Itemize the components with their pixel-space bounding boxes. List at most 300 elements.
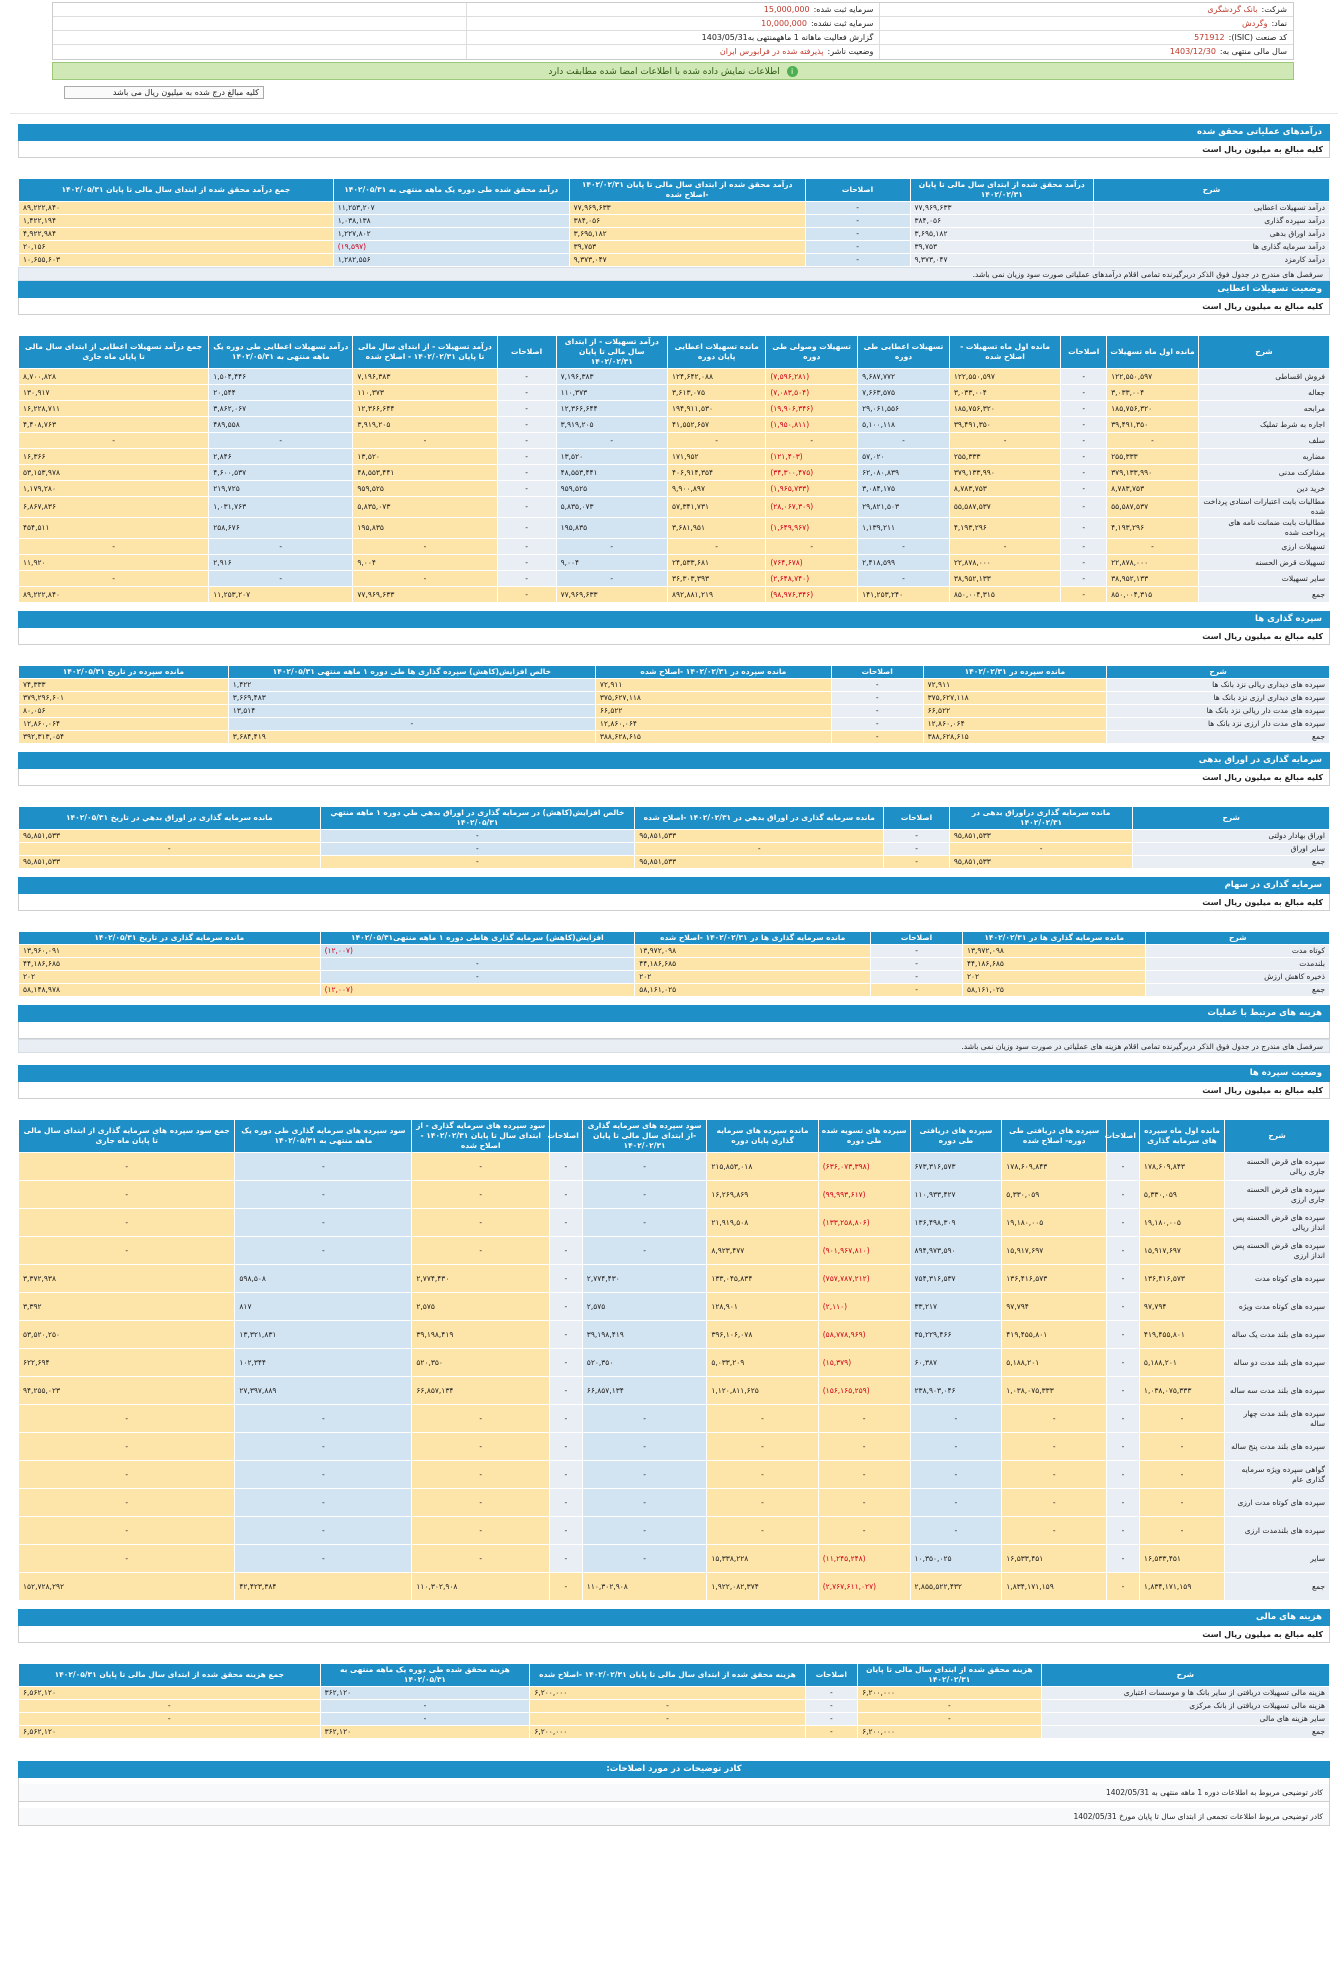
table-row — [19, 1181, 1330, 1209]
table-cell: ۶,۵۶۲,۱۲۰ — [19, 1726, 321, 1739]
header-cell — [466, 45, 880, 59]
table-row — [19, 518, 1330, 539]
table-cell: ۱۶,۲۲۸,۷۱۱ — [19, 401, 209, 417]
table-cell: ۴۴,۱۸۶,۶۸۵ — [635, 958, 871, 971]
table-cell: ۱۰,۳۵۰,۰۲۵ — [910, 1545, 1002, 1573]
table-row — [19, 1489, 1330, 1517]
table-cell: ۸۹۴,۹۷۳,۵۹۰ — [910, 1237, 1002, 1265]
table-cell: - — [805, 1687, 857, 1700]
row-label: خرید دین — [1198, 481, 1329, 497]
table-cell: ۴,۴۰۸,۷۶۳ — [19, 417, 209, 433]
table-cell: ۷۲,۹۱۱ — [595, 679, 831, 692]
row-label: جمع — [1146, 984, 1330, 997]
table-cell: - — [497, 587, 556, 603]
table-row — [19, 401, 1330, 417]
column-header: جمع هزینه محقق شده از ابتدای سال مالی تا پایان ۱۴۰۲/۰۵/۳۱ — [19, 1664, 321, 1687]
row-label: سایر اوراق — [1133, 843, 1330, 856]
table-cell: - — [1061, 417, 1107, 433]
table-cell: - — [497, 497, 556, 518]
table-cell: ۷,۱۹۶,۳۸۳ — [353, 369, 497, 385]
table-cell: - — [1061, 539, 1107, 555]
row-label: سپرده های قرض الحسنه پس انداز ریالی — [1225, 1209, 1330, 1237]
table-cell: - — [1107, 1461, 1140, 1489]
table-cell: - — [550, 1489, 583, 1517]
table-cell: ۱۹۵,۸۳۵ — [556, 518, 667, 539]
table-cell: ۱۳۶,۴۱۶,۵۷۳ — [1002, 1265, 1107, 1293]
table-cell: ۱۳,۹۷۲,۰۹۸ — [635, 945, 871, 958]
table-cell: - — [19, 1517, 235, 1545]
table-cell: ۳,۳۹۲ — [19, 1293, 235, 1321]
table-cell: ۱۳۳,۰۴۵,۸۳۴ — [707, 1265, 818, 1293]
table-deposits-status — [18, 1119, 1330, 1601]
table-cell: (۷,۰۸۳,۵۰۴) — [766, 385, 858, 401]
table-cell: (۹۸,۹۷۶,۳۴۶) — [766, 587, 858, 603]
table-cell: ۲۰۲ — [635, 971, 871, 984]
table-row — [19, 984, 1330, 997]
table-cell: - — [320, 843, 635, 856]
table-cell: ۳,۰۸۴,۱۷۵ — [858, 481, 950, 497]
header-row — [53, 31, 1293, 45]
table-cell: - — [858, 539, 950, 555]
table-cell: - — [805, 1713, 857, 1726]
table-cell: (۲,۷۶۷,۶۱۱,۰۲۷) — [818, 1573, 910, 1601]
table-cell: - — [1061, 571, 1107, 587]
table-cell: ۵۷,۳۴۱,۷۳۱ — [668, 497, 766, 518]
table-cell: - — [884, 856, 950, 869]
table-cell: ۱۳,۳۲۱,۸۳۱ — [235, 1321, 412, 1349]
table-cell: ۳,۶۸۴,۴۱۹ — [228, 731, 595, 744]
table-row — [19, 571, 1330, 587]
column-header: شرح — [1225, 1120, 1330, 1153]
table-cell: - — [949, 539, 1060, 555]
table-row — [19, 679, 1330, 692]
check-icon: i — [787, 66, 798, 77]
comment-row-period: کادر توضیحی مربوط به اطلاعات دوره 1 ماهه منتهی به 1402/05/31 — [18, 1784, 1330, 1802]
table-cell: ۵,۳۳۰,۰۵۹ — [1139, 1181, 1224, 1209]
section-title-loans: وضعیت تسهیلات اعطایی — [18, 281, 1330, 298]
table-cell: - — [582, 1153, 707, 1181]
table-cell: ۱۱,۹۲۰ — [19, 555, 209, 571]
table-cell: - — [818, 1461, 910, 1489]
table-cell: - — [19, 1237, 235, 1265]
column-header: مانده تسهیلات اعطایی پایان دوره — [668, 336, 766, 369]
column-header: اصلاحات — [550, 1120, 583, 1153]
table-cell: ۱۵,۹۱۷,۶۹۷ — [1139, 1237, 1224, 1265]
row-label: سپرده های قرض الحسنه جاری ریالی — [1225, 1153, 1330, 1181]
row-label: مضاربه — [1198, 449, 1329, 465]
table-cell: ۴۱۹,۴۵۵,۸۰۱ — [1139, 1321, 1224, 1349]
table-cell: ۱,۲۲۷,۸۰۲ — [333, 228, 569, 241]
table-cell: - — [550, 1377, 583, 1405]
table-cell: - — [550, 1209, 583, 1237]
comment-row-cumulative: کادر توضیحی مربوط اطلاعات تجمعی از ابتدای سال تا پایان مورخ 1402/05/31 — [18, 1808, 1330, 1826]
table-cell: - — [635, 843, 884, 856]
table-cell: - — [550, 1517, 583, 1545]
table-cell: ۳۹,۱۹۸,۴۱۹ — [582, 1321, 707, 1349]
table-row — [19, 1265, 1330, 1293]
table-cell: ۱,۱۳۹,۲۱۱ — [858, 518, 950, 539]
column-header: خالص افزایش(کاهش) در سرمایه گذاری در اوراق بدهي طي دوره ۱ ماهه منتهي ۱۴۰۲/۰۵/۳۱ — [320, 807, 635, 830]
table-cell: ۳۸,۹۵۲,۱۳۳ — [1107, 571, 1199, 587]
table-cell: - — [412, 1461, 550, 1489]
table-cell: ۳۹,۴۹۱,۳۵۰ — [1107, 417, 1199, 433]
table-cell: (۹۰۱,۹۶۷,۸۱۰) — [818, 1237, 910, 1265]
table-cell: - — [1061, 385, 1107, 401]
table-cell: ۲۵۵,۳۳۳ — [1107, 449, 1199, 465]
table-cell: - — [497, 465, 556, 481]
column-header: شرح — [1133, 807, 1330, 830]
table-cell: ۱۲,۳۶۶,۶۴۴ — [353, 401, 497, 417]
table-cell: ۸۹,۲۲۲,۸۴۰ — [19, 202, 334, 215]
header-row — [53, 3, 1293, 17]
table-cell: - — [707, 1461, 818, 1489]
table-row — [19, 843, 1330, 856]
table-cell: ۱۳,۵۱۴ — [228, 705, 595, 718]
table-cell: - — [818, 1489, 910, 1517]
table-cell: ۱,۰۳۸,۰۷۵,۳۳۳ — [1139, 1377, 1224, 1405]
table-cell: - — [550, 1265, 583, 1293]
table-cell: - — [235, 1405, 412, 1433]
table-cell: ۴,۱۹۳,۲۹۶ — [1107, 518, 1199, 539]
header-cell — [879, 17, 1293, 30]
row-label: جعاله — [1198, 385, 1329, 401]
column-header: سپرده های دریافتی طی دوره — [910, 1120, 1002, 1153]
table-cell: - — [910, 1433, 1002, 1461]
column-header: مانده سرمایه گذاری ها در ۱۴۰۲/۰۲/۳۱ — [962, 932, 1146, 945]
table-row — [19, 539, 1330, 555]
column-header: اصلاحات — [831, 666, 923, 679]
table-cell: ۲۴,۵۳۳,۶۸۱ — [668, 555, 766, 571]
table-footnote: سرفصل های مندرج در جدول فوق الذکر دربرگیرنده تمامی اقلام درآمدهای عملیاتی صورت سود وزیان نمی باشد. — [18, 267, 1330, 281]
table-cell: - — [818, 1405, 910, 1433]
table-cell: - — [412, 1153, 550, 1181]
table-cell: ۳,۹۱۹,۲۰۵ — [353, 417, 497, 433]
table-cell: ۴۱۹,۴۵۵,۸۰۱ — [1002, 1321, 1107, 1349]
table-cell: ۱۶,۵۳۳,۴۵۱ — [1002, 1545, 1107, 1573]
table-cell: - — [1139, 1405, 1224, 1433]
table-cell: ۱۱,۲۵۳,۲۰۷ — [333, 202, 569, 215]
table-cell: ۱,۹۲۲,۰۸۲,۳۷۴ — [707, 1573, 818, 1601]
table-cell: - — [910, 1461, 1002, 1489]
column-header: شرح — [1146, 932, 1330, 945]
table-cell: ۲۲,۸۷۸,۰۰۰ — [1107, 555, 1199, 571]
section-title-operating-expenses: هزینه های مرتبط با عملیات — [18, 1005, 1330, 1022]
table-cell: - — [1061, 401, 1107, 417]
column-header: اصلاحات — [884, 807, 950, 830]
table-cell: - — [668, 433, 766, 449]
table-cell: ۲,۴۱۸,۵۹۹ — [858, 555, 950, 571]
table-cell: - — [497, 555, 556, 571]
table-cell: ۲,۷۷۴,۴۳۰ — [412, 1265, 550, 1293]
table-cell: ۱۲,۳۶۶,۶۴۴ — [556, 401, 667, 417]
table-cell: ۱۹۵,۸۳۵ — [353, 518, 497, 539]
table-cell: - — [668, 539, 766, 555]
table-cell: ۹,۳۷۳,۰۴۷ — [910, 254, 1094, 267]
table-row — [19, 971, 1330, 984]
header-cell — [53, 17, 466, 30]
table-cell: - — [1107, 1545, 1140, 1573]
row-label: سپرده های قرض الحسنه جاری ارزی — [1225, 1181, 1330, 1209]
table-cell: ۱۳,۹۷۲,۰۹۸ — [962, 945, 1146, 958]
header-row — [53, 45, 1293, 59]
table-cell: - — [19, 539, 209, 555]
table-cell: - — [805, 241, 910, 254]
table-cell: - — [1107, 1573, 1140, 1601]
table-cell: - — [550, 1237, 583, 1265]
table-cell: ۶,۲۰۰,۰۰۰ — [530, 1726, 805, 1739]
row-label: جمع — [1041, 1726, 1329, 1739]
table-cell: ۱۳,۵۲۰ — [353, 449, 497, 465]
header-cell — [466, 17, 880, 30]
table-cell: ۳۳,۲۱۷ — [910, 1293, 1002, 1321]
table-cell: ۱۶,۵۳۳,۴۵۱ — [1139, 1545, 1224, 1573]
header-row — [53, 17, 1293, 31]
table-cell: - — [530, 1700, 805, 1713]
table-cell: ۲۵۸,۶۷۶ — [209, 518, 353, 539]
header-key: سرمایه ثبت شده: — [813, 5, 874, 14]
table-cell: - — [320, 958, 635, 971]
table-cell: ۱۶,۲۶۹,۸۶۹ — [707, 1181, 818, 1209]
table-cell: ۷۷,۹۶۹,۶۳۳ — [353, 587, 497, 603]
table-cell: ۵۳,۵۲۰,۲۵۰ — [19, 1321, 235, 1349]
table-cell: - — [831, 692, 923, 705]
header-cell — [879, 45, 1293, 59]
row-label: سلف — [1198, 433, 1329, 449]
table-cell: (۱۲۱,۴۰۳) — [766, 449, 858, 465]
table-cell: ۶۶,۵۲۲ — [595, 705, 831, 718]
header-key: وضعیت ناشر: — [827, 47, 874, 56]
table-cell: - — [1002, 1517, 1107, 1545]
section-units: کلیه مبالغ به میلیون ریال است — [18, 141, 1330, 158]
table-cell: ۳,۹۱۹,۲۰۵ — [556, 417, 667, 433]
table-cell: - — [1002, 1461, 1107, 1489]
table-row — [19, 1573, 1330, 1601]
table-cell: - — [19, 1181, 235, 1209]
section-units: کلیه مبالغ به میلیون ریال است — [18, 769, 1330, 786]
table-cell: ۷۷,۹۶۹,۶۳۳ — [569, 202, 805, 215]
table-cell: ۲۹,۰۶۱,۵۵۶ — [858, 401, 950, 417]
table-cell: ۵۸,۱۶۱,۰۲۵ — [962, 984, 1146, 997]
table-cell: - — [805, 228, 910, 241]
table-cell: (۱۵۶,۱۶۵,۲۵۹) — [818, 1377, 910, 1405]
table-cell: - — [556, 433, 667, 449]
table-cell: - — [412, 1237, 550, 1265]
table-cell: ۲۹,۸۲۱,۵۰۳ — [858, 497, 950, 518]
table-cell: ۱۵۲,۷۲۸,۲۹۲ — [19, 1573, 235, 1601]
table-cell: ۱۹,۱۸۰,۰۰۵ — [1139, 1209, 1224, 1237]
table-cell: - — [412, 1181, 550, 1209]
table-cell: ۹۵,۸۵۱,۵۳۳ — [635, 856, 884, 869]
table-cell: - — [1107, 539, 1199, 555]
column-header: سپرده های تسویه شده طی دوره — [818, 1120, 910, 1153]
table-cell: ۲۰۲ — [962, 971, 1146, 984]
section-units: کلیه مبالغ به میلیون ریال است — [18, 894, 1330, 911]
table-row — [19, 692, 1330, 705]
table-cell: - — [1107, 1321, 1140, 1349]
table-row — [19, 215, 1330, 228]
table-cell: - — [497, 571, 556, 587]
table-cell: ۵۹۸,۵۰۸ — [235, 1265, 412, 1293]
table-cell: - — [412, 1545, 550, 1573]
column-header: هزینه محقق شده از ابتدای سال مالی تا پایان ۱۴۰۲/۰۲/۳۱ — [858, 1664, 1042, 1687]
table-cell: - — [209, 571, 353, 587]
table-cell: - — [1061, 481, 1107, 497]
table-cell: - — [497, 481, 556, 497]
table-cell: ۳۶۲,۱۲۰ — [320, 1687, 530, 1700]
table-cell: ۸۱۷ — [235, 1293, 412, 1321]
table-cell: (۱۹,۵۹۷) — [333, 241, 569, 254]
table-cell: ۴۰۶,۹۱۴,۳۵۴ — [668, 465, 766, 481]
table-cell: ۲۱,۹۱۹,۵۰۸ — [707, 1209, 818, 1237]
table-cell: - — [871, 958, 963, 971]
table-cell: ۹۵۹,۵۲۵ — [556, 481, 667, 497]
column-header: مانده سرمایه گذاری در تاریخ ۱۴۰۲/۰۵/۳۱ — [19, 932, 321, 945]
comments-title: کادر توضیحات در مورد اصلاحات: — [18, 1761, 1330, 1778]
table-cell: - — [1107, 1237, 1140, 1265]
table-cell: ۴۸,۵۵۳,۴۴۱ — [353, 465, 497, 481]
table-cell: ۱,۴۲۲,۱۹۴ — [19, 215, 334, 228]
table-cell: ۲۳۸,۹۰۳,۰۴۶ — [910, 1377, 1002, 1405]
table-cell: - — [831, 679, 923, 692]
table-row — [19, 1377, 1330, 1405]
column-header: مانده سرمایه گذاری دراوراق بدهی در ۱۴۰۲/۰۲/۳۱ — [949, 807, 1133, 830]
table-cell: - — [707, 1405, 818, 1433]
table-row — [19, 417, 1330, 433]
table-cell: - — [497, 369, 556, 385]
table-cell: ۹۵,۸۵۱,۵۳۳ — [19, 856, 321, 869]
table-cell: ۷۷,۹۶۹,۶۳۳ — [910, 202, 1094, 215]
header-value: وگردش — [1242, 19, 1268, 28]
table-cell: - — [530, 1713, 805, 1726]
table-row — [19, 1293, 1330, 1321]
column-header: اصلاحات — [1061, 336, 1107, 369]
table-cell: - — [550, 1405, 583, 1433]
table-row — [19, 856, 1330, 869]
table-cell: - — [1002, 1489, 1107, 1517]
table-cell: - — [805, 1700, 857, 1713]
table-cell: ۳۷۵,۶۲۷,۱۱۸ — [595, 692, 831, 705]
table-cell: (۱,۹۶۵,۷۳۳) — [766, 481, 858, 497]
divider — [10, 113, 1338, 114]
table-cell: (۱۵,۳۷۹) — [818, 1349, 910, 1377]
header-key: سرمایه ثبت نشده: — [810, 19, 874, 28]
row-label: هزینه مالی تسهیلات دریافتی از سایر بانک ها و موسسات اعتباری — [1041, 1687, 1329, 1700]
table-row — [19, 1713, 1330, 1726]
table-cell: ۱۲۲,۵۵۰,۵۹۷ — [1107, 369, 1199, 385]
table-cell: - — [1107, 1377, 1140, 1405]
table-cell: ۶۷۳,۳۱۶,۵۷۳ — [910, 1153, 1002, 1181]
table-cell: ۱۴۱,۲۵۳,۲۴۰ — [858, 587, 950, 603]
column-header: سود سپرده های سرمایه گذاری - از ابتدای سال تا پایان ۱۴۰۲/۰۲/۳۱ - اصلاح شده — [412, 1120, 550, 1153]
table-cell: ۳۹۶,۱۰۶,۰۷۸ — [707, 1321, 818, 1349]
table-cell: - — [497, 518, 556, 539]
table-cell: ۱۳,۵۲۰ — [556, 449, 667, 465]
table-cell: ۱۰۲,۳۴۴ — [235, 1349, 412, 1377]
table-cell: - — [320, 1700, 530, 1713]
table-row — [19, 254, 1330, 267]
table-cell: ۵,۱۸۸,۲۰۱ — [1002, 1349, 1107, 1377]
table-cell: ۲,۷۷۴,۴۳۰ — [582, 1265, 707, 1293]
table-row — [19, 465, 1330, 481]
table-cell: - — [1107, 1517, 1140, 1545]
table-equity-investments — [18, 931, 1330, 997]
table-cell: ۱,۵۰۴,۴۴۶ — [209, 369, 353, 385]
table-row — [19, 1433, 1330, 1461]
column-header: جمع درآمد تسهیلات اعطایی از ابتدای سال مالی تا پایان ماه جاری — [19, 336, 209, 369]
table-cell: ۵,۸۳۵,۰۷۳ — [353, 497, 497, 518]
table-cell: ۵۳,۱۵۳,۹۷۸ — [19, 465, 209, 481]
table-cell: - — [1002, 1405, 1107, 1433]
table-cell: ۳,۰۳۳,۰۰۴ — [1107, 385, 1199, 401]
table-cell: - — [1107, 1209, 1140, 1237]
table-cell: ۲۰۲ — [19, 971, 321, 984]
table-cell: - — [556, 539, 667, 555]
table-cell: - — [235, 1237, 412, 1265]
table-cell: ۶۶,۸۵۷,۱۳۴ — [582, 1377, 707, 1405]
row-label: سپرده های دیداری ریالی نزد بانک ها — [1107, 679, 1330, 692]
units-note: کلیه مبالغ درج شده به میلیون ریال می باشد — [64, 86, 264, 99]
table-cell: ۱۸۵,۷۵۶,۳۲۰ — [949, 401, 1060, 417]
table-cell: ۵,۸۳۵,۰۷۳ — [556, 497, 667, 518]
table-cell: ۲۱۹,۷۲۵ — [209, 481, 353, 497]
table-deposits-placed — [18, 665, 1330, 744]
table-cell: ۹۴,۲۵۵,۰۲۳ — [19, 1377, 235, 1405]
table-cell: ۲,۵۷۵ — [412, 1293, 550, 1321]
table-cell: - — [19, 1700, 321, 1713]
table-cell: (۷۵۷,۷۸۷,۲۱۲) — [818, 1265, 910, 1293]
row-label: تسهیلات قرض الحسنه — [1198, 555, 1329, 571]
table-row — [19, 830, 1330, 843]
table-cell: - — [805, 215, 910, 228]
table-cell: ۴۴,۱۸۶,۶۸۵ — [19, 958, 321, 971]
table-cell: ۱۷۸,۶۰۹,۸۴۳ — [1139, 1153, 1224, 1181]
table-row — [19, 449, 1330, 465]
row-label: فروش اقساطی — [1198, 369, 1329, 385]
table-cell: - — [19, 1545, 235, 1573]
table-cell: - — [871, 945, 963, 958]
header-cell — [466, 31, 880, 44]
column-header: مانده سپرده در ۱۴۰۲/۰۲/۳۱ -اصلاح شده — [595, 666, 831, 679]
table-cell: ۱۱۰,۳۷۳ — [353, 385, 497, 401]
table-cell: ۸,۷۸۳,۷۵۳ — [1107, 481, 1199, 497]
table-cell: ۱۱۰,۳۰۲,۹۰۸ — [582, 1573, 707, 1601]
table-cell: ۵۷,۰۲۰ — [858, 449, 950, 465]
table-cell: ۴۵۴,۵۱۱ — [19, 518, 209, 539]
row-label: سپرده های مدت دار ریالی نزد بانک ها — [1107, 705, 1330, 718]
row-label: سپرده های قرض الحسنه پس انداز ارزی — [1225, 1237, 1330, 1265]
column-header: هزینه محقق شده از ابتدای سال مالی تا پایان ۱۴۰۲/۰۲/۳۱ -اصلاح شده — [530, 1664, 805, 1687]
table-row — [19, 958, 1330, 971]
table-cell: ۳۸۴,۰۵۶ — [569, 215, 805, 228]
table-cell: ۵۵,۵۸۷,۵۳۷ — [1107, 497, 1199, 518]
column-header: مانده سپرده در تاریخ ۱۴۰۲/۰۵/۳۱ — [19, 666, 229, 679]
table-cell: - — [582, 1489, 707, 1517]
table-cell: - — [1061, 555, 1107, 571]
section-units: کلیه مبالغ به میلیون ریال است — [18, 628, 1330, 645]
column-header: خالص افزایش(کاهش) سپرده گذاری ها طی دوره ۱ ماهه منتهی ۱۴۰۲/۰۵/۳۱ — [228, 666, 595, 679]
table-cell: ۲۰,۵۴۴ — [209, 385, 353, 401]
column-header: سپرده های دریافتی طی دوره- اصلاح شده — [1002, 1120, 1107, 1153]
header-key: گزارش فعالیت ماهانه 1 ماههمنتهی به1403/05/31 — [701, 33, 874, 42]
table-cell: ۱,۰۳۸,۱۳۸ — [333, 215, 569, 228]
column-header: شرح — [1041, 1664, 1329, 1687]
row-label: سپرده های کوتاه مدت ارزی — [1225, 1489, 1330, 1517]
section-title-equity-investments: سرمایه گذاری در سهام — [18, 877, 1330, 894]
company-header — [52, 2, 1294, 60]
table-cell: ۶۶,۸۵۷,۱۳۴ — [412, 1377, 550, 1405]
column-header: جمع سود سپرده های سرمایه گذاری از ابتدای سال مالی تا پایان ماه جاری — [19, 1120, 235, 1153]
table-cell: - — [949, 433, 1060, 449]
